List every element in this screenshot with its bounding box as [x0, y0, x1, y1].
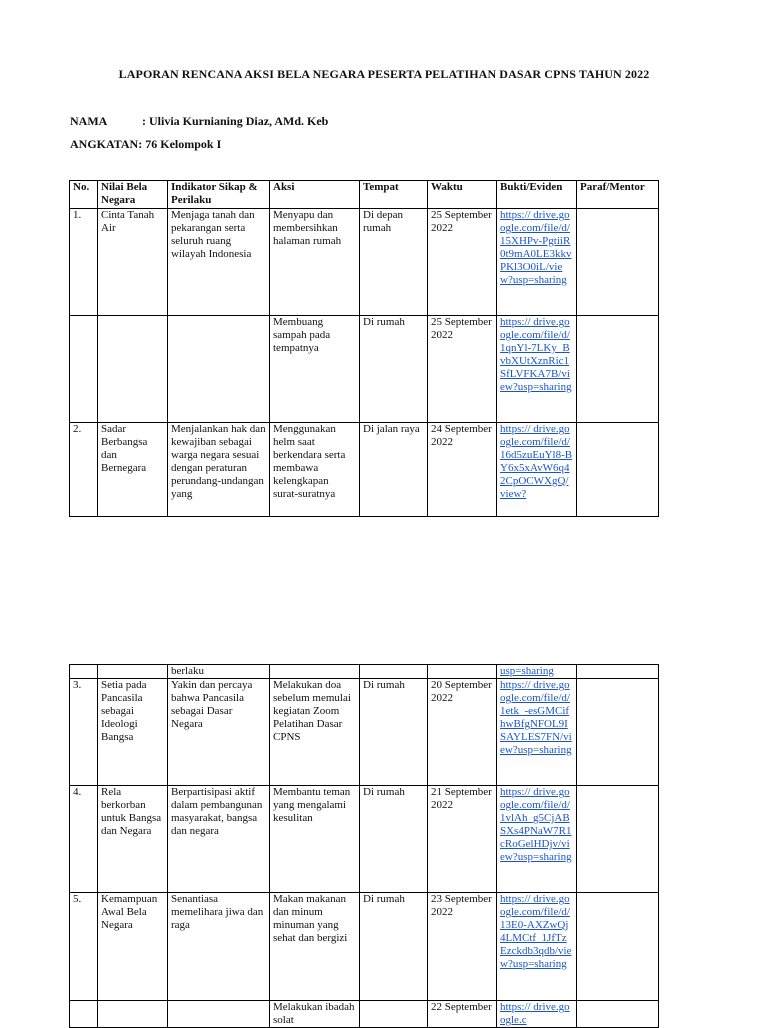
cell-nilai: [98, 1001, 168, 1028]
cell-waktu: 25 September 2022: [428, 316, 497, 423]
cell-tempat: Di jalan raya: [360, 423, 428, 517]
table-row: [70, 316, 659, 423]
angkatan-value: : 76 Kelompok I: [138, 137, 222, 151]
cell-paraf: [577, 893, 659, 1001]
cell-tempat: Di rumah: [360, 786, 428, 893]
cell-bukti: [497, 893, 577, 1001]
table-row: [70, 665, 659, 679]
cell-waktu: 24 September 2022: [428, 423, 497, 517]
cell-bukti: [497, 423, 577, 517]
cell-nilai: Setia pada Pancasila sebagai Ideologi Bangsa: [98, 679, 168, 786]
cell-indikator: Senantiasa memelihara jiwa dan raga: [168, 893, 270, 1001]
cell-aksi: Membuang sampah pada tempatnya: [270, 316, 360, 423]
table-row: [70, 679, 659, 786]
cell-tempat: [360, 665, 428, 679]
cell-waktu: 23 September 2022: [428, 893, 497, 1001]
cell-waktu: 20 September 2022: [428, 679, 497, 786]
header-no: No.: [70, 181, 98, 209]
nama-line: [70, 114, 328, 129]
cell-paraf: [577, 423, 659, 517]
cell-aksi: Melakukan ibadah solat: [270, 1001, 360, 1028]
cell-indikator: berlaku: [168, 665, 270, 679]
table-row: [70, 893, 659, 1001]
cell-tempat: Di rumah: [360, 316, 428, 423]
angkatan-line: [70, 137, 221, 152]
header-bukti: Bukti/Eviden: [497, 181, 577, 209]
cell-waktu: 21 September 2022: [428, 786, 497, 893]
header-aksi: Aksi: [270, 181, 360, 209]
table-header-row: [70, 181, 659, 209]
cell-indikator: [168, 1001, 270, 1028]
cell-bukti: [497, 316, 577, 423]
header-tempat: Tempat: [360, 181, 428, 209]
cell-tempat: Di rumah: [360, 679, 428, 786]
table-row: [70, 786, 659, 893]
cell-waktu: [428, 665, 497, 679]
cell-indikator: [168, 316, 270, 423]
cell-paraf: [577, 665, 659, 679]
header-indikator: Indikator Sikap & Perilaku: [168, 181, 270, 209]
evidence-link[interactable]: usp=sharing: [500, 665, 554, 677]
evidence-link[interactable]: https:// drive.google.com/file/d/1qnYl-7LKy_BvbXUtXznRic1SfLVFKA7B/view?usp=sharing: [500, 316, 572, 393]
cell-waktu: 25 September 2022: [428, 209, 497, 316]
cell-aksi: Menyapu dan membersihkan halaman rumah: [270, 209, 360, 316]
evidence-link[interactable]: https:// drive.google.com/file/d/16d5zuEuYl8-BY6x5xAvW6q42CpOCWXgQ/view?: [500, 423, 573, 500]
cell-nilai: Kemampuan Awal Bela Negara: [98, 893, 168, 1001]
table-row: [70, 209, 659, 316]
action-table-page2: [69, 664, 659, 1028]
cell-no: 5.: [70, 893, 98, 1001]
table-row: [70, 423, 659, 517]
header-paraf: Paraf/Mentor: [577, 181, 659, 209]
nama-label: NAMA: [70, 114, 108, 128]
evidence-link[interactable]: https:// drive.google.c: [500, 1001, 570, 1026]
cell-waktu: 22 September: [428, 1001, 497, 1028]
cell-indikator: Berpartisipasi aktif dalam pembangunan masyarakat, bangsa dan negara: [168, 786, 270, 893]
cell-indikator: Yakin dan percaya bahwa Pancasila sebagai Dasar Negara: [168, 679, 270, 786]
cell-bukti: [497, 1001, 577, 1028]
cell-no: [70, 665, 98, 679]
action-table-page1: [69, 180, 659, 517]
cell-nilai: Rela berkorban untuk Bangsa dan Negara: [98, 786, 168, 893]
cell-nilai: [98, 665, 168, 679]
cell-paraf: [577, 316, 659, 423]
report-title: LAPORAN RENCANA AKSI BELA NEGARA PESERTA PELATIHAN DASAR CPNS TAHUN 2022: [118, 67, 650, 81]
cell-no: 3.: [70, 679, 98, 786]
cell-tempat: [360, 1001, 428, 1028]
cell-no: 1.: [70, 209, 98, 316]
cell-nilai: [98, 316, 168, 423]
header-nilai: Nilai Bela Negara: [98, 181, 168, 209]
angkatan-label: ANGKATAN: [70, 137, 139, 151]
cell-tempat: Di rumah: [360, 893, 428, 1001]
cell-nilai: Cinta Tanah Air: [98, 209, 168, 316]
cell-indikator: Menjaga tanah dan pekarangan serta seluruh ruang wilayah Indonesia: [168, 209, 270, 316]
cell-paraf: [577, 1001, 659, 1028]
cell-aksi: Makan makanan dan minum minuman yang sehat dan bergizi: [270, 893, 360, 1001]
header-waktu: Waktu: [428, 181, 497, 209]
cell-bukti: [497, 786, 577, 893]
cell-aksi: [270, 665, 360, 679]
cell-no: 4.: [70, 786, 98, 893]
cell-tempat: Di depan rumah: [360, 209, 428, 316]
cell-bukti: [497, 209, 577, 316]
cell-aksi: Menggunakan helm saat berkendara serta membawa kelengkapan surat-suratnya: [270, 423, 360, 517]
cell-paraf: [577, 679, 659, 786]
evidence-link[interactable]: https:// drive.google.com/file/d/1vlAh_g5CjABSXs4PNaW7R1cRoGelHDjv/view?usp=sharing: [500, 786, 572, 863]
evidence-link[interactable]: https:// drive.google.com/file/d/1etk_-esGMCifhwBfgNFOL9ISAYLES7FN/view?usp=sharing: [500, 679, 572, 756]
cell-nilai: Sadar Berbangsa dan Bernegara: [98, 423, 168, 517]
cell-no: [70, 1001, 98, 1028]
cell-paraf: [577, 209, 659, 316]
nama-value: : Ulivia Kurnianing Diaz, AMd. Keb: [142, 114, 329, 128]
cell-paraf: [577, 786, 659, 893]
evidence-link[interactable]: https:// drive.google.com/file/d/13E0-AXZwQj4LMCtf_1JfTzEzckdb3qdb/view?usp=sharing: [500, 893, 572, 970]
cell-bukti: [497, 679, 577, 786]
evidence-link[interactable]: https:// drive.google.com/file/d/15XHPv-PgtiiR0t9mA0LE3kkvPKl3O0iL/view?usp=sharing: [500, 209, 572, 286]
cell-bukti: [497, 665, 577, 679]
cell-aksi: Melakukan doa sebelum memulai kegiatan Zoom Pelatihan Dasar CPNS: [270, 679, 360, 786]
table-row: [70, 1001, 659, 1028]
cell-aksi: Membantu teman yang mengalami kesulitan: [270, 786, 360, 893]
cell-no: 2.: [70, 423, 98, 517]
cell-no: [70, 316, 98, 423]
cell-indikator: Menjalankan hak dan kewajiban sebagai warga negara sesuai dengan peraturan perundang-undangan yang: [168, 423, 270, 517]
